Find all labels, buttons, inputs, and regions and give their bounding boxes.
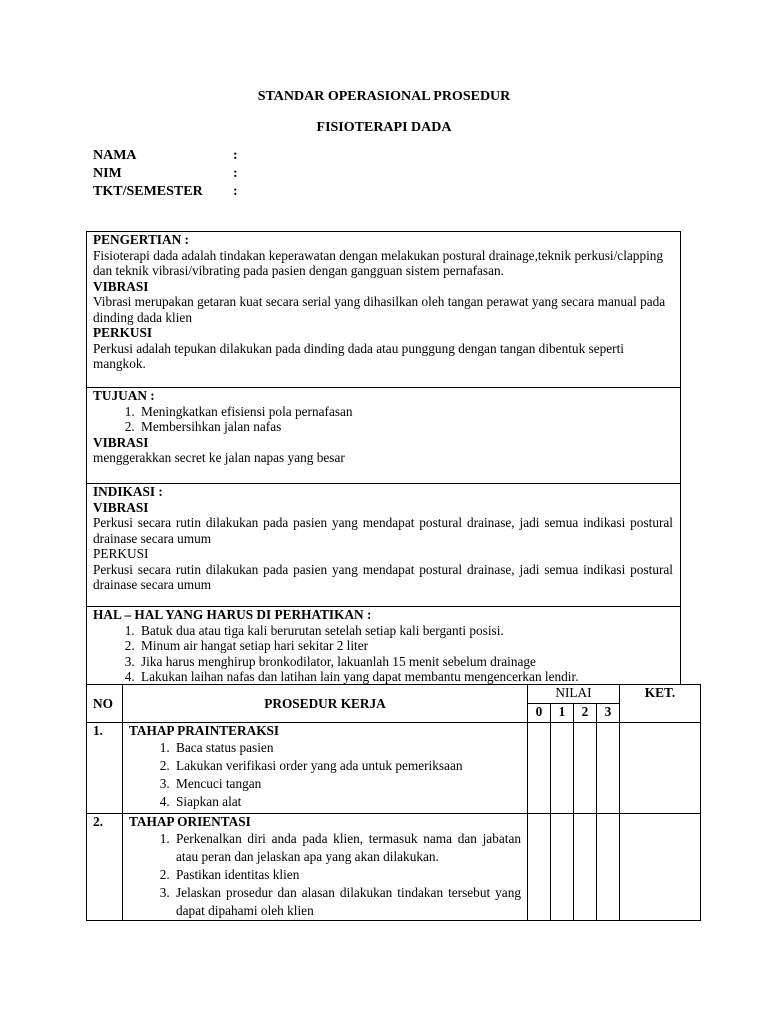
- identity-label: NAMA: [93, 148, 137, 163]
- list-item: 1. Baca status pasien: [173, 739, 521, 757]
- score-cell[interactable]: [597, 814, 620, 921]
- section-subheading: VIBRASI: [93, 434, 149, 450]
- section-hal: [86, 606, 681, 685]
- score-cell[interactable]: [528, 723, 551, 814]
- score-1: 1: [551, 704, 574, 723]
- list-item: 4. Lakukan laihan nafas dan latihan lain yang dapat membantu mengencerkan lendir.: [138, 669, 673, 685]
- list-item: 1. Perkenalkan diri anda pada klien, termasuk nama dan jabatan atau peran dan jelaskan apa yang akan dilakukan.: [173, 830, 521, 866]
- row-procedure: [123, 814, 528, 921]
- header-nilai: NILAI: [528, 685, 620, 704]
- section-subheading: PERKUSI: [93, 325, 153, 340]
- header-ket: KET.: [620, 685, 701, 723]
- score-cell[interactable]: [597, 723, 620, 814]
- section-text: Vibrasi merupakan getaran kuat secara serial yang dihasilkan oleh tangan perawat yang secara manual pada dinding dada klien: [93, 294, 666, 325]
- ket-cell[interactable]: [620, 814, 701, 921]
- section-text: Perkusi adalah tepukan dilakukan pada dinding dada atau punggung dengan tangan dibentuk seperti mangkok.: [93, 340, 624, 371]
- list-item: 1. Meningkatkan efisiensi pola pernafasan: [138, 404, 673, 420]
- score-0: 0: [528, 704, 551, 723]
- score-cell[interactable]: [551, 723, 574, 814]
- identity-row-nim: [93, 166, 238, 182]
- document-title: STANDAR OPERASIONAL PROSEDUR: [257, 89, 511, 104]
- prosedur-table: [86, 684, 701, 921]
- hal-list: [93, 623, 673, 685]
- list-item: 2. Membersihkan jalan nafas: [138, 419, 673, 435]
- row-number: 2.: [87, 814, 123, 921]
- document-subtitle: FISIOTERAPI DADA: [316, 120, 452, 135]
- row-number: 1.: [87, 723, 123, 814]
- score-2: 2: [574, 704, 597, 723]
- section-indikasi: [86, 483, 681, 607]
- table-row: [87, 814, 701, 921]
- ket-cell[interactable]: [620, 723, 701, 814]
- section-heading: PENGERTIAN :: [93, 232, 189, 247]
- identity-colon: :: [233, 184, 238, 199]
- section-text: Perkusi secara rutin dilakukan pada pasien yang mendapat postural drainase, jadi semua indikasi postural drainase secara umum: [93, 561, 673, 592]
- score-3: 3: [597, 704, 620, 723]
- list-item: 2. Lakukan verifikasi order yang ada untuk pemeriksaan: [173, 757, 521, 775]
- section-tujuan: [86, 387, 681, 484]
- list-item: 3. Mencuci tangan: [173, 775, 521, 793]
- section-heading: INDIKASI :: [93, 484, 163, 499]
- step-list: [123, 739, 527, 811]
- step-list: [123, 830, 527, 920]
- section-subheading: VIBRASI: [93, 278, 149, 294]
- stage-title: TAHAP PRAINTERAKSI: [129, 723, 280, 738]
- section-heading: TUJUAN :: [93, 388, 155, 403]
- identity-colon: :: [233, 166, 238, 181]
- table-header-row: [87, 685, 701, 704]
- score-cell[interactable]: [574, 814, 597, 921]
- tujuan-list: [93, 404, 673, 435]
- section-text: Fisioterapi dada adalah tindakan keperawatan dengan melakukan postural drainage,teknik perkusi/clapping dan teknik vibrasi/vibrating pada pasien dengan gangguan sistem pernafasan.: [93, 247, 664, 278]
- section-heading: HAL – HAL YANG HARUS DI PERHATIKAN :: [93, 607, 372, 622]
- list-item: 2. Minum air hangat setiap hari sekitar 2 liter: [138, 638, 673, 654]
- identity-label: TKT/SEMESTER: [93, 184, 203, 199]
- list-item: 2. Pastikan identitas klien: [173, 866, 521, 884]
- section-subheading: PERKUSI: [93, 546, 149, 561]
- section-text: menggerakkan secret ke jalan napas yang besar: [93, 450, 345, 465]
- section-pengertian: [86, 231, 681, 388]
- score-cell[interactable]: [528, 814, 551, 921]
- header-prosedur: PROSEDUR KERJA: [123, 685, 528, 723]
- list-item: 3. Jika harus menghirup bronkodilator, lakuanlah 15 menit sebelum drainage: [138, 654, 673, 670]
- stage-title: TAHAP ORIENTASI: [129, 814, 251, 829]
- section-subheading: VIBRASI: [93, 499, 149, 515]
- list-item: 3. Jelaskan prosedur dan alasan dilakukan tindakan tersebut yang dapat dipahami oleh klien: [173, 884, 521, 920]
- identity-label: NIM: [93, 166, 122, 181]
- table-row: [87, 723, 701, 814]
- section-text: Perkusi secara rutin dilakukan pada pasien yang mendapat postural drainase, jadi semua indikasi postural drainase secara umum: [93, 515, 673, 546]
- row-procedure: [123, 723, 528, 814]
- list-item: 1. Batuk dua atau tiga kali berurutan setelah setiap kali berganti posisi.: [138, 623, 673, 639]
- identity-colon: :: [233, 148, 238, 163]
- score-cell[interactable]: [574, 723, 597, 814]
- list-item: 4. Siapkan alat: [173, 793, 521, 811]
- identity-row-semester: [93, 184, 238, 200]
- score-cell[interactable]: [551, 814, 574, 921]
- header-no: NO: [87, 685, 123, 723]
- identity-row-nama: [93, 148, 238, 164]
